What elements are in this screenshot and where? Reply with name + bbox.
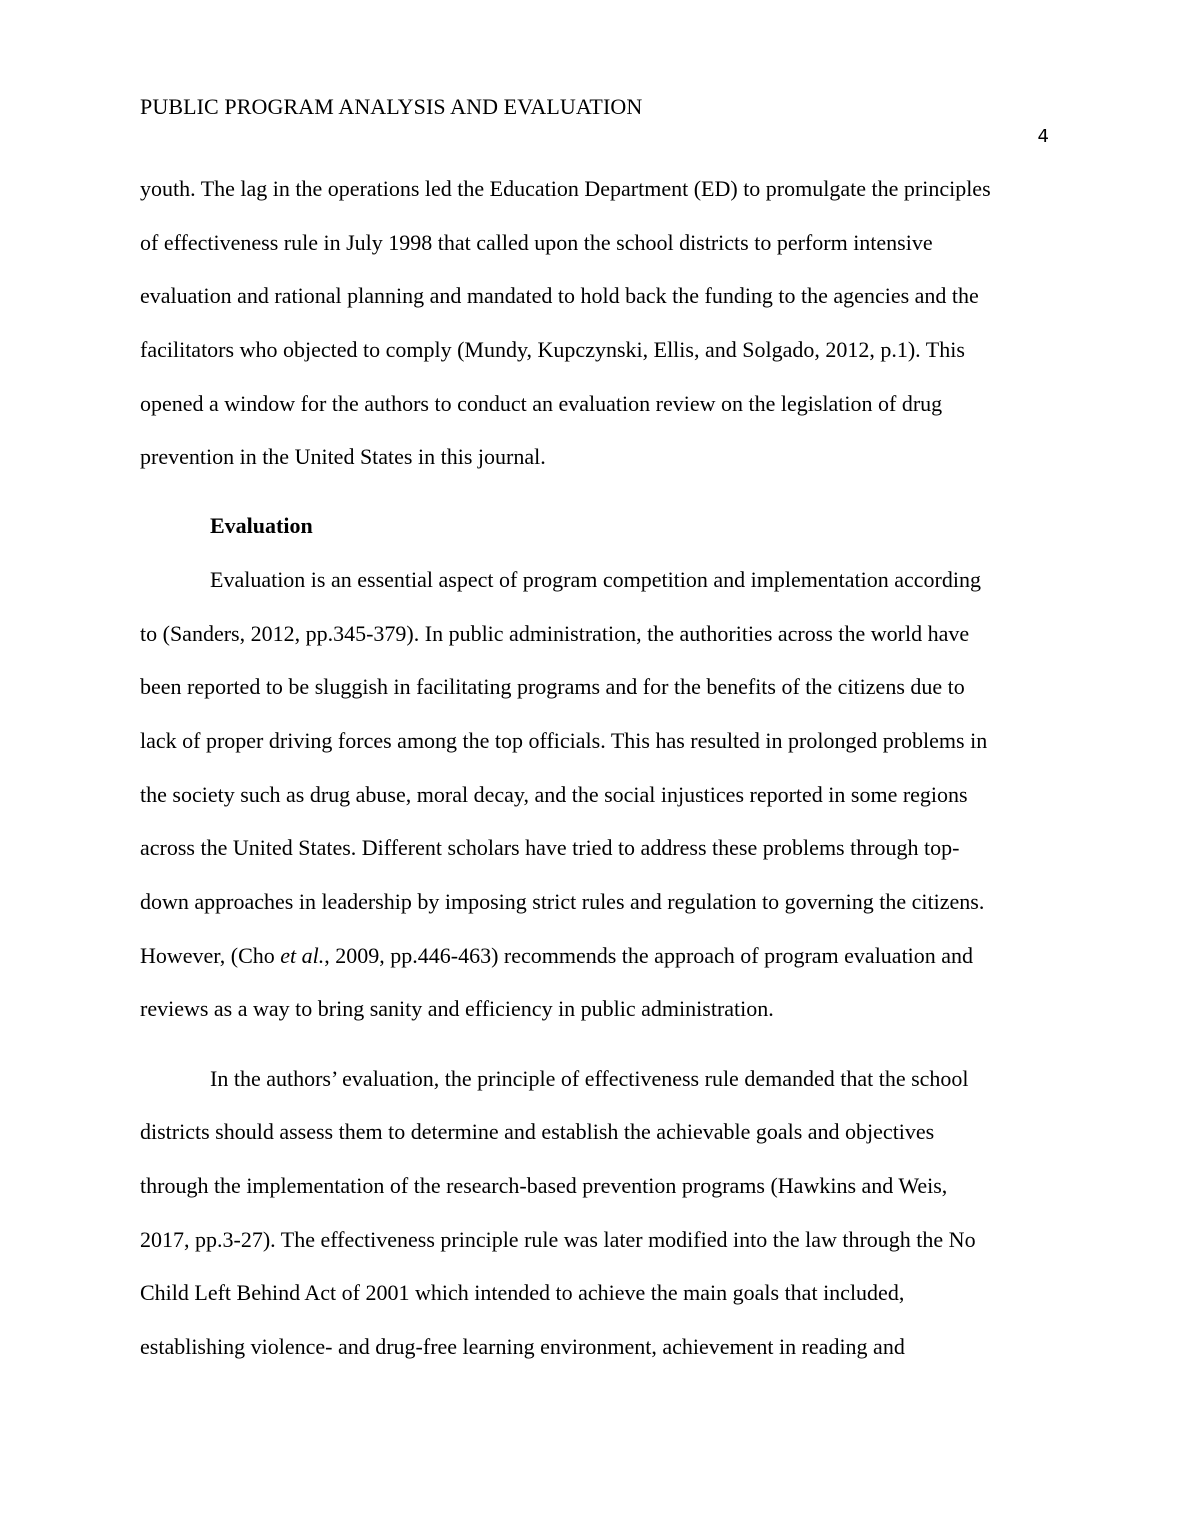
paragraph-3-line: In the authors’ evaluation, the principle of effectiveness rule demanded that the school (210, 1066, 969, 1091)
paragraph-2-line (140, 942, 973, 970)
paragraph-2-line: down approaches in leadership by imposing strict rules and regulation to governing the citizens. (140, 889, 985, 914)
paragraph-2-line: been reported to be sluggish in facilitating programs and for the benefits of the citizens due to (140, 674, 965, 699)
citation-italic: et al. (280, 943, 325, 968)
page-number: 4 (1037, 126, 1049, 147)
running-head: PUBLIC PROGRAM ANALYSIS AND EVALUATION (140, 94, 643, 119)
paragraph-3-line: through the implementation of the research-based prevention programs (Hawkins and Weis, (140, 1173, 948, 1198)
paragraph-3-line: 2017, pp.3-27). The effectiveness principle rule was later modified into the law through the No (140, 1227, 976, 1252)
citation-text-after: , 2009, pp.446-463) recommends the approach of program evaluation and (324, 943, 974, 968)
paragraph-2-line: Evaluation is an essential aspect of program competition and implementation according (210, 567, 981, 592)
paragraph-1-line: opened a window for the authors to conduct an evaluation review on the legislation of drug (140, 391, 943, 416)
paragraph-3-line: establishing violence- and drug-free learning environment, achievement in reading and (140, 1334, 905, 1359)
paragraph-2-line: to (Sanders, 2012, pp.345-379). In public administration, the authorities across the world have (140, 621, 970, 646)
paragraph-1-line: facilitators who objected to comply (Mundy, Kupczynski, Ellis, and Solgado, 2012, p.1). This (140, 337, 965, 362)
paragraph-1-line: evaluation and rational planning and mandated to hold back the funding to the agencies and the (140, 283, 979, 308)
paragraph-2-line: reviews as a way to bring sanity and efficiency in public administration. (140, 996, 774, 1021)
paragraph-2-line: lack of proper driving forces among the top officials. This has resulted in prolonged problems in (140, 728, 988, 753)
paragraph-1-line: of effectiveness rule in July 1998 that called upon the school districts to perform intensive (140, 230, 933, 255)
paragraph-1-line: youth. The lag in the operations led the Education Department (ED) to promulgate the principles (140, 176, 991, 201)
paragraph-2-line: the society such as drug abuse, moral decay, and the social injustices reported in some regions (140, 782, 968, 807)
paragraph-3-line: districts should assess them to determine and establish the achievable goals and objectives (140, 1119, 935, 1144)
citation-text: However, (Cho (140, 943, 281, 968)
paragraph-1-line: prevention in the United States in this journal. (140, 444, 546, 469)
paragraph-3-line: Child Left Behind Act of 2001 which intended to achieve the main goals that included, (140, 1280, 905, 1305)
paragraph-2-line: across the United States. Different scholars have tried to address these problems through top- (140, 835, 960, 860)
section-heading: Evaluation (210, 513, 313, 538)
